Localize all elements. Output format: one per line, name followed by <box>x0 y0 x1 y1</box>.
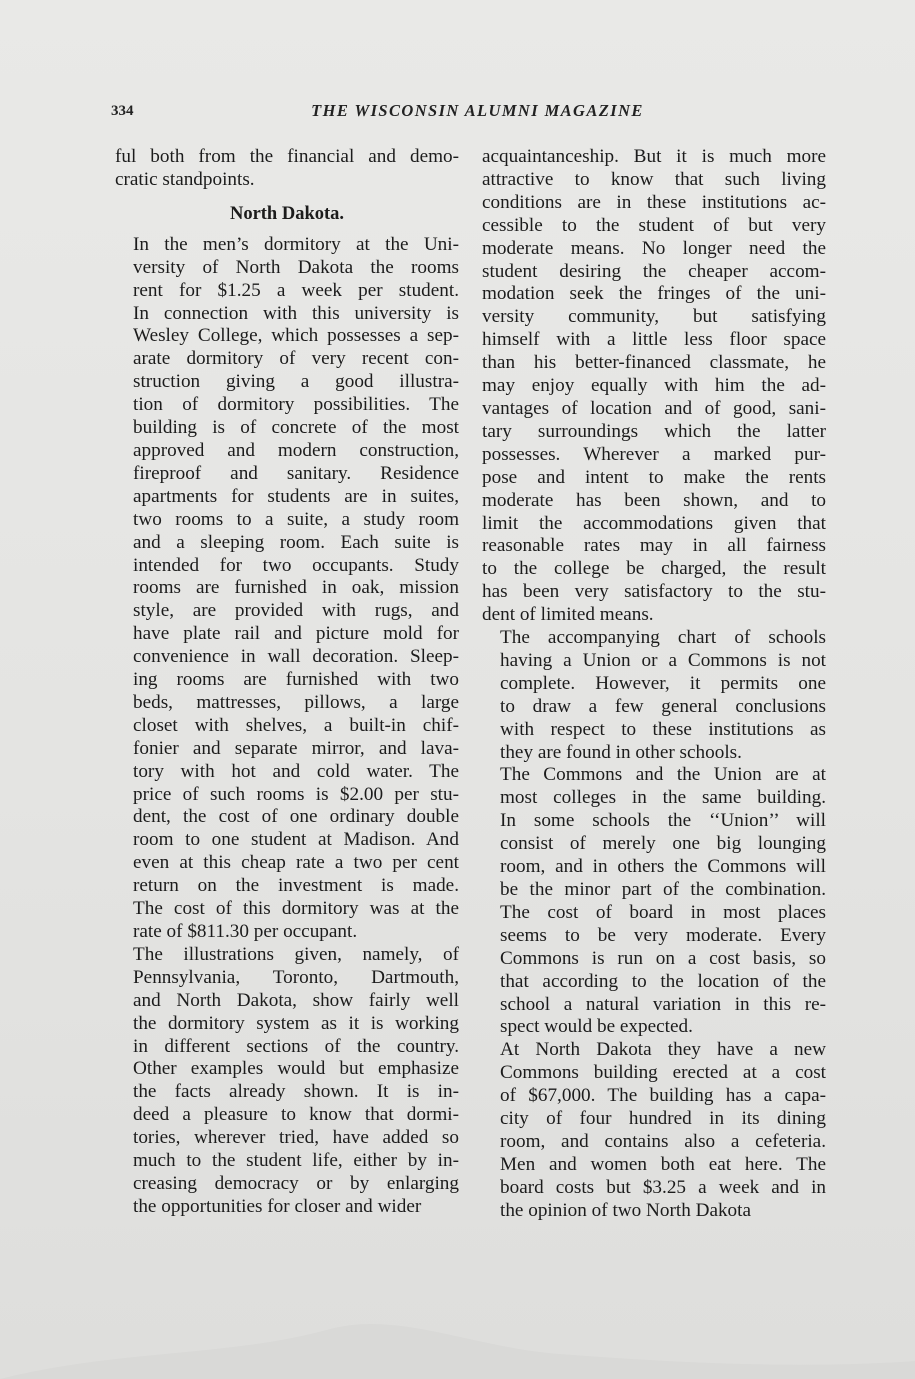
text-line: rent for $1.25 a week per student. <box>133 279 459 301</box>
text-line: room, and contains also a cefeteria. <box>500 1130 826 1152</box>
text-line: limit the accommodations given that <box>482 512 826 534</box>
text-line: deed a pleasure to know that dormi- <box>133 1104 459 1126</box>
text-line: to draw a few general conclusions <box>500 695 826 717</box>
text-line: be the minor part of the combination. <box>500 879 826 900</box>
text-line: Men and women both eat here. The <box>500 1153 826 1175</box>
text-line: dent of limited means. <box>482 604 654 626</box>
text-line: conditions are in these institutions ac- <box>482 191 826 213</box>
text-line: beds, mattresses, pillows, a large <box>133 691 459 713</box>
text-line: In connection with this university is <box>133 302 459 324</box>
text-line: ful both from the financial and demo- <box>115 146 459 167</box>
text-line: modation seek the fringes of the uni- <box>482 283 826 305</box>
text-line: price of such rooms is $2.00 per stu- <box>133 783 459 805</box>
text-line: In the men’s dormitory at the Uni- <box>133 233 459 255</box>
right-paragraph-chart <box>482 627 826 764</box>
text-line: style, are provided with rugs, and <box>133 600 459 622</box>
text-line: pose and intent to make the rents <box>482 466 826 488</box>
text-line: intended for two occupants. Study <box>133 554 459 576</box>
text-line: return on the investment is made. <box>133 875 459 897</box>
text-line: versity community, but satisfying <box>482 306 826 328</box>
text-line: Wesley College, which possesses a sep- <box>133 325 459 347</box>
text-line: room to one student at Madison. And <box>133 829 459 851</box>
text-line: of $67,000. The building has a capa- <box>500 1085 826 1107</box>
text-line: than his better-financed classmate, he <box>482 352 826 374</box>
text-line: to the college be charged, the result <box>482 558 826 580</box>
text-line: building is of concrete of the most <box>133 417 459 439</box>
page-edge-shadow <box>0 1299 915 1379</box>
text-line: dent, the cost of one ordinary double <box>133 806 459 828</box>
text-line: In some schools the ‘‘Union’’ will <box>500 810 826 832</box>
text-line: The accompanying chart of schools <box>500 627 826 649</box>
text-line: having a Union or a Commons is not <box>500 649 826 671</box>
text-line: moderate has been shown, and to <box>482 489 826 511</box>
text-line: vantages of location and of good, sani- <box>482 397 826 419</box>
text-line: board costs but $3.25 a week and in <box>500 1176 826 1198</box>
text-line: school a natural variation in this re- <box>500 993 826 1015</box>
text-line: himself with a little less floor space <box>482 329 826 351</box>
text-line: Other examples would but emphasize <box>133 1058 459 1080</box>
section-heading-north-dakota: North Dakota. <box>229 203 345 224</box>
text-line: has been very satisfactory to the stu- <box>482 581 826 603</box>
text-line: creasing democracy or by enlarging <box>133 1172 459 1194</box>
text-line: have plate rail and picture mold for <box>133 623 459 645</box>
text-line: fireproof and sanitary. Residence <box>133 462 459 484</box>
text-line: acquaintanceship. But it is much more <box>482 146 826 167</box>
text-line: room, and in others the Commons will <box>500 856 826 878</box>
left-paragraph-continued <box>115 146 459 192</box>
text-line: in different sections of the country. <box>133 1035 459 1057</box>
text-line: city of four hundred in its dining <box>500 1108 826 1130</box>
text-line: seems to be very moderate. Every <box>500 924 826 946</box>
text-line: ing rooms are furnished with two <box>133 669 459 691</box>
text-line: and a sleeping room. Each suite is <box>133 531 459 553</box>
text-line: Commons is run on a cost basis, so <box>500 947 826 969</box>
text-line: cratic standpoints. <box>115 168 255 190</box>
text-line: spect would be expected. <box>500 1016 693 1038</box>
text-line: convenience in wall decoration. Sleep- <box>133 646 459 668</box>
text-line: The cost of board in most places <box>500 901 826 923</box>
right-paragraph-commons-union <box>482 764 826 1039</box>
text-line: possesses. Wherever a marked pur- <box>482 443 826 465</box>
text-line: tion of dormitory possibilities. The <box>133 394 459 416</box>
text-line: reasonable rates may in all fairness <box>482 535 826 557</box>
text-line: cessible to the student of but very <box>482 214 826 236</box>
text-line: The illustrations given, namely, of <box>133 943 459 965</box>
text-line: Commons building erected at a cost <box>500 1062 826 1084</box>
text-line: complete. However, it permits one <box>500 672 826 694</box>
text-line: student desiring the cheaper accom- <box>482 260 826 282</box>
text-line: The Commons and the Union are at <box>500 764 826 786</box>
text-line: fonier and separate mirror, and lava- <box>133 737 459 759</box>
text-line: struction giving a good illustra- <box>133 371 459 393</box>
text-line: tary surroundings which the latter <box>482 420 826 442</box>
left-paragraph-illustrations <box>115 944 459 1219</box>
text-line: moderate means. No longer need the <box>482 237 826 259</box>
text-line: rooms are furnished in oak, mission <box>133 577 459 599</box>
text-line: The cost of this dormitory was at the <box>133 898 459 920</box>
text-line: with respect to these institutions as <box>500 718 826 740</box>
text-line: At North Dakota they have a new <box>500 1039 826 1061</box>
text-line: closet with shelves, a built-in chif- <box>133 714 459 736</box>
text-line: most colleges in the same building. <box>500 787 826 809</box>
left-column <box>115 146 459 1219</box>
right-column <box>482 146 826 1223</box>
text-line: the opportunities for closer and wider <box>133 1195 422 1217</box>
text-line: tory with hot and cold water. The <box>133 760 459 782</box>
text-line: the opinion of two North Dakota <box>500 1199 751 1221</box>
text-line: tories, wherever tried, have added so <box>133 1127 459 1149</box>
text-line: approved and modern construction, <box>133 439 459 461</box>
text-line: and North Dakota, show fairly well <box>133 989 459 1011</box>
text-line: that according to the location of the <box>500 970 826 992</box>
text-line: Pennsylvania, Toronto, Dartmouth, <box>133 966 459 988</box>
running-head: THE WISCONSIN ALUMNI MAGAZINE <box>311 101 644 120</box>
text-line: even at this cheap rate a two per cent <box>133 852 459 874</box>
text-line: the facts already shown. It is in- <box>133 1081 459 1103</box>
text-line: arate dormitory of very recent con- <box>133 348 459 370</box>
text-line: consist of merely one big lounging <box>500 833 826 855</box>
text-line: the dormitory system as it is working <box>133 1012 459 1034</box>
text-line: two rooms to a suite, a study room <box>133 508 459 530</box>
text-line: they are found in other schools. <box>500 741 742 763</box>
text-line: versity of North Dakota the rooms <box>133 256 459 278</box>
page-number: 334 <box>111 103 134 119</box>
text-line: rate of $811.30 per occupant. <box>133 921 358 942</box>
text-line: much to the student life, either by in- <box>133 1150 459 1172</box>
text-line: apartments for students are in suites, <box>133 485 459 507</box>
left-paragraph-dormitory <box>115 234 459 944</box>
right-paragraph-continued <box>482 146 826 627</box>
text-line: attractive to know that such living <box>482 168 826 190</box>
text-line: may enjoy equally with him the ad- <box>482 375 826 397</box>
right-paragraph-north-dakota-commons <box>482 1039 826 1222</box>
